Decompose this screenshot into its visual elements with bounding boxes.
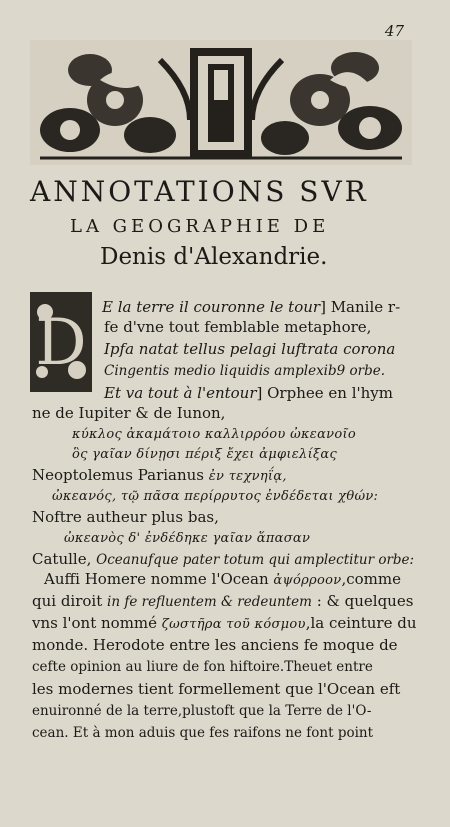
title-line-2: LA GEOGRAPHIE DE [70,216,330,237]
line-1-italic: E la terre il couronne le tour [102,298,321,316]
text-line-18: cefte opinion au liure de fon hiftoire.Theuet entre [32,659,373,675]
text-line-21: cean. Et à mon aduis que fes raifons ne font point [32,725,374,741]
text-line-19: les modernes tient formellement que l'Ocean eft [32,680,401,698]
text-line-6: ne de Iupiter & de Iunon, [32,404,226,422]
text-line-12: ὠκεανὸς δ' ἐνδέδηκε γαῖαν ἅπασαν [64,531,311,546]
page-number: 47 [384,22,404,40]
text-line-4: Cingentis medio liquidis amplexib9 orbe. [104,363,386,379]
text-line-8: ὃς γαῖαν δίνῃσι πέριξ ἔχει ἀμφιελίξας [72,447,338,462]
ornamental-headpiece [30,40,412,165]
line-1-end: r- [387,298,401,316]
text-line-1 [102,298,400,316]
text-line-17: monde. Herodote entre les anciens fe moque de [32,636,398,654]
text-line-16: vns l'ont nommé ζωστῆρα τοῦ κόσμου,la ceinture du [32,614,417,632]
svg-text:D: D [35,306,87,380]
text-line-13: Catulle, Oceanufque pater totum qui amplectitur orbe: [32,550,415,568]
line-1-roman: ] Manile [320,298,388,316]
text-line-7: κύκλος ἀκαμάτοιο καλλιρρόου ὠκεανοῖο [72,427,357,442]
text-line-14: Auffi Homere nomme l'Ocean ἀψόρροον,comme [44,570,401,588]
decorated-initial-d [30,292,92,392]
text-line-15: qui diroit in fe refluentem & redeuntem : & quelques [32,592,414,610]
text-line-10: ὠκεανός, τῷ πᾶσα περίρρυτος ἐνδέδεται χθών: [52,489,379,504]
text-line-20: enuironné de la terre,plustoft que la Terre de l'O- [32,703,372,719]
text-line-3: Ipfa natat tellus pelagi luftrata corona [104,340,396,358]
text-line-9: Neoptolemus Parianus ἐν τεχνηΐᾳ, [32,466,287,484]
text-line-11: Noftre autheur plus bas, [32,508,219,526]
title-line-1: ANNOTATIONS SVR [30,175,369,208]
text-line-5: Et va tout à l'entour] Orphee en l'hym [104,384,393,402]
text-line-2: fe d'vne tout femblable metaphore, [104,318,372,336]
title-line-3: Denis d'Alexandrie. [100,244,328,270]
